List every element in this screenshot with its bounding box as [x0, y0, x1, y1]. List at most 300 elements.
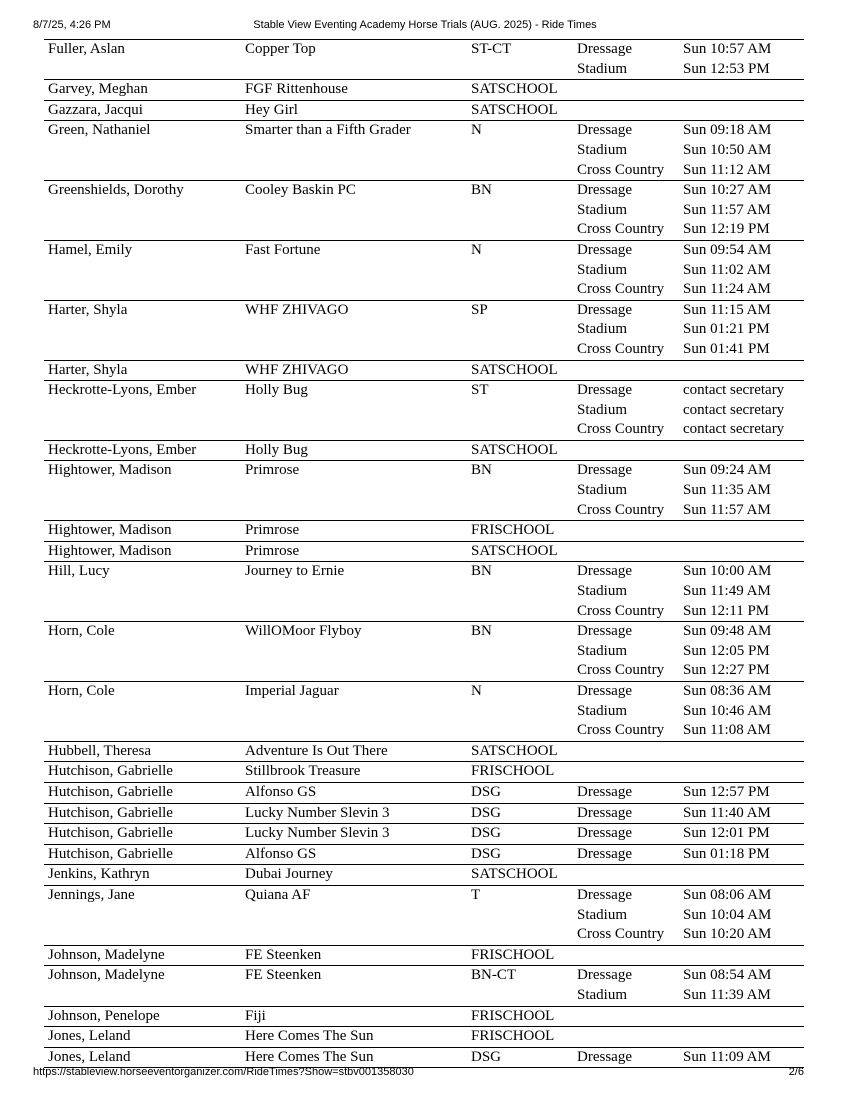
- horse-cell: [241, 40, 467, 80]
- division-cell: [467, 844, 573, 865]
- test-name: Stadium: [577, 986, 628, 1003]
- test-cell: [573, 181, 679, 241]
- table-row: [44, 966, 804, 1006]
- test-name: Stadium: [577, 261, 628, 278]
- horse-cell: [241, 741, 467, 762]
- division-cell-text: BN: [471, 182, 492, 199]
- test-cell: [573, 461, 679, 521]
- horse-cell: [241, 966, 467, 1006]
- ride-time: Sun 11:12 AM: [683, 161, 771, 178]
- rider-cell: [44, 885, 241, 945]
- table-row: [44, 562, 804, 622]
- time-cell: [679, 865, 804, 886]
- rider-cell-text: Hightower, Madison: [48, 462, 172, 479]
- time-cell: [679, 762, 804, 783]
- horse-cell-text: FE Steenken: [245, 967, 322, 984]
- time-cell: [679, 1027, 804, 1048]
- test-cell: [573, 1047, 679, 1068]
- table-row: [44, 181, 804, 241]
- ride-time: Sun 12:05 PM: [683, 642, 770, 659]
- time-cell: [679, 440, 804, 461]
- table-row: [44, 521, 804, 542]
- division-cell: [467, 865, 573, 886]
- rider-cell-text: Johnson, Madelyne: [48, 967, 165, 984]
- test-name: Cross Country: [577, 421, 665, 438]
- horse-cell-text: Here Comes The Sun: [245, 1048, 374, 1065]
- time-cell: [679, 562, 804, 622]
- horse-cell-text: FGF Rittenhouse: [245, 81, 348, 98]
- rider-cell-text: Hubbell, Theresa: [48, 742, 152, 759]
- division-cell-text: FRISCHOOL: [471, 1007, 555, 1024]
- time-cell: [679, 300, 804, 360]
- table-row: [44, 240, 804, 300]
- rider-cell: [44, 40, 241, 80]
- horse-cell-text: Alfonso GS: [245, 845, 317, 862]
- rider-cell: [44, 1027, 241, 1048]
- test-cell: [573, 1027, 679, 1048]
- ride-times-body: [44, 40, 804, 1068]
- rider-cell: [44, 682, 241, 742]
- division-cell: [467, 803, 573, 824]
- ride-time: contact secretary: [683, 421, 785, 438]
- rider-cell-text: Hutchison, Gabrielle: [48, 825, 173, 842]
- test-name: Cross Country: [577, 602, 665, 619]
- time-cell: [679, 803, 804, 824]
- division-cell: [467, 80, 573, 101]
- division-cell: [467, 240, 573, 300]
- horse-cell: [241, 121, 467, 181]
- test-name: Dressage: [577, 623, 632, 640]
- ride-time: Sun 11:57 AM: [683, 501, 771, 518]
- division-cell: [467, 622, 573, 682]
- test-cell: [573, 885, 679, 945]
- division-cell-text: FRISCHOOL: [471, 763, 555, 780]
- division-cell: [467, 40, 573, 80]
- division-cell: [467, 885, 573, 945]
- horse-cell: [241, 440, 467, 461]
- ride-time: Sun 10:46 AM: [683, 702, 772, 719]
- horse-cell: [241, 782, 467, 803]
- horse-cell-text: Imperial Jaguar: [245, 683, 339, 699]
- horse-cell-text: Dubai Journey: [245, 866, 333, 883]
- test-cell: [573, 80, 679, 101]
- division-cell-text: BN: [471, 623, 492, 640]
- horse-cell-text: Quiana AF: [245, 886, 311, 903]
- rider-cell: [44, 181, 241, 241]
- rider-cell-text: Garvey, Meghan: [48, 81, 148, 98]
- horse-cell-text: Adventure Is Out There: [245, 742, 388, 759]
- test-cell: [573, 381, 679, 441]
- table-row: [44, 360, 804, 381]
- division-cell: [467, 682, 573, 742]
- ride-time: Sun 09:24 AM: [683, 462, 772, 479]
- test-cell: [573, 100, 679, 121]
- horse-cell: [241, 682, 467, 742]
- test-name: Cross Country: [577, 722, 665, 739]
- division-cell-text: N: [471, 683, 482, 699]
- rider-cell: [44, 461, 241, 521]
- rider-cell: [44, 121, 241, 181]
- test-name: Dressage: [577, 41, 632, 57]
- ride-time: Sun 12:11 PM: [683, 602, 770, 619]
- rider-cell-text: Harter, Shyla: [48, 301, 128, 318]
- print-footer: [0, 1066, 850, 1082]
- rider-cell-text: Jennings, Jane: [48, 886, 135, 903]
- test-cell: [573, 682, 679, 742]
- table-row: [44, 824, 804, 845]
- division-cell: [467, 1047, 573, 1068]
- division-cell-text: BN: [471, 563, 492, 580]
- ride-time: Sun 12:53 PM: [683, 60, 770, 77]
- rider-cell: [44, 741, 241, 762]
- division-cell-text: N: [471, 241, 482, 258]
- ride-time: Sun 11:09 AM: [683, 1048, 771, 1065]
- table-row: [44, 622, 804, 682]
- rider-cell-text: Hamel, Emily: [48, 241, 133, 258]
- division-cell-text: FRISCHOOL: [471, 522, 555, 539]
- test-cell: [573, 521, 679, 542]
- horse-cell-text: Primrose: [245, 522, 300, 539]
- test-name: Cross Country: [577, 221, 665, 238]
- table-row: [44, 741, 804, 762]
- horse-cell: [241, 844, 467, 865]
- document-title: Stable View Eventing Academy Horse Trials (AUG. 2025) - Ride Times: [253, 19, 597, 31]
- horse-cell: [241, 885, 467, 945]
- division-cell: [467, 521, 573, 542]
- division-cell-text: SATSCHOOL: [471, 866, 558, 883]
- horse-cell: [241, 1027, 467, 1048]
- test-name: Cross Country: [577, 161, 665, 178]
- time-cell: [679, 741, 804, 762]
- ride-time: contact secretary: [683, 382, 785, 399]
- division-cell: [467, 381, 573, 441]
- test-name: Stadium: [577, 583, 628, 600]
- rider-cell: [44, 803, 241, 824]
- rider-cell: [44, 360, 241, 381]
- rider-cell: [44, 824, 241, 845]
- time-cell: [679, 181, 804, 241]
- rider-cell-text: Jones, Leland: [48, 1028, 131, 1045]
- division-cell-text: T: [471, 886, 481, 903]
- test-cell: [573, 541, 679, 562]
- division-cell-text: SATSCHOOL: [471, 361, 558, 378]
- division-cell-text: ST-CT: [471, 41, 512, 57]
- table-row: [44, 1006, 804, 1027]
- ride-time: contact secretary: [683, 401, 785, 418]
- table-row: [44, 682, 804, 742]
- division-cell-text: SP: [471, 301, 488, 318]
- time-cell: [679, 945, 804, 966]
- division-cell-text: N: [471, 122, 482, 139]
- ride-time: Sun 09:48 AM: [683, 623, 772, 640]
- test-cell: [573, 966, 679, 1006]
- horse-cell: [241, 381, 467, 441]
- horse-cell: [241, 803, 467, 824]
- ride-time: Sun 10:04 AM: [683, 906, 772, 923]
- ride-time: Sun 11:39 AM: [683, 986, 771, 1003]
- ride-time: Sun 10:00 AM: [683, 563, 772, 580]
- division-cell-text: DSG: [471, 1048, 502, 1065]
- rider-cell-text: Hightower, Madison: [48, 522, 172, 539]
- ride-time: Sun 10:27 AM: [683, 182, 772, 199]
- rider-cell-text: Heckrotte-Lyons, Ember: [48, 382, 197, 399]
- ride-time: Sun 11:49 AM: [683, 583, 771, 600]
- horse-cell-text: Lucky Number Slevin 3: [245, 804, 390, 821]
- division-cell: [467, 741, 573, 762]
- test-name: Stadium: [577, 482, 628, 499]
- rider-cell-text: Greenshields, Dorothy: [48, 182, 184, 199]
- time-cell: [679, 844, 804, 865]
- time-cell: [679, 40, 804, 80]
- test-cell: [573, 300, 679, 360]
- test-name: Stadium: [577, 642, 628, 659]
- test-name: Dressage: [577, 845, 632, 862]
- ride-time: Sun 08:36 AM: [683, 683, 772, 699]
- ride-time: Sun 12:57 PM: [683, 783, 770, 800]
- test-cell: [573, 622, 679, 682]
- horse-cell-text: Holly Bug: [245, 441, 308, 458]
- test-name: Dressage: [577, 783, 632, 800]
- rider-cell-text: Jones, Leland: [48, 1048, 131, 1065]
- table-row: [44, 803, 804, 824]
- test-name: Dressage: [577, 804, 632, 821]
- horse-cell: [241, 300, 467, 360]
- rider-cell: [44, 966, 241, 1006]
- test-name: Dressage: [577, 122, 632, 139]
- horse-cell: [241, 622, 467, 682]
- test-name: Dressage: [577, 182, 632, 199]
- ride-time: Sun 12:01 PM: [683, 825, 770, 842]
- division-cell-text: FRISCHOOL: [471, 946, 555, 963]
- test-cell: [573, 360, 679, 381]
- time-cell: [679, 1047, 804, 1068]
- test-name: Stadium: [577, 141, 628, 158]
- horse-cell-text: Hey Girl: [245, 101, 298, 118]
- test-name: Stadium: [577, 702, 628, 719]
- test-name: Stadium: [577, 321, 628, 338]
- test-name: Dressage: [577, 563, 632, 580]
- ride-time: Sun 11:08 AM: [683, 722, 771, 739]
- rider-cell-text: Hutchison, Gabrielle: [48, 845, 173, 862]
- rider-cell-text: Green, Nathaniel: [48, 122, 151, 139]
- horse-cell: [241, 824, 467, 845]
- test-cell: [573, 741, 679, 762]
- horse-cell: [241, 1047, 467, 1068]
- test-name: Cross Country: [577, 501, 665, 518]
- rider-cell: [44, 300, 241, 360]
- rider-cell: [44, 80, 241, 101]
- test-cell: [573, 562, 679, 622]
- rider-cell-text: Heckrotte-Lyons, Ember: [48, 441, 197, 458]
- test-cell: [573, 782, 679, 803]
- division-cell: [467, 945, 573, 966]
- division-cell-text: ST: [471, 382, 489, 399]
- rider-cell: [44, 782, 241, 803]
- horse-cell-text: Stillbrook Treasure: [245, 763, 361, 780]
- rider-cell: [44, 541, 241, 562]
- horse-cell-text: Primrose: [245, 462, 300, 479]
- time-cell: [679, 966, 804, 1006]
- horse-cell-text: Smarter than a Fifth Grader: [245, 122, 411, 139]
- print-datetime: 8/7/25, 4:26 PM: [33, 19, 111, 31]
- table-row: [44, 100, 804, 121]
- division-cell-text: SATSCHOOL: [471, 101, 558, 118]
- division-cell-text: FRISCHOOL: [471, 1028, 555, 1045]
- rider-cell-text: Johnson, Penelope: [48, 1007, 160, 1024]
- division-cell: [467, 562, 573, 622]
- division-cell-text: SATSCHOOL: [471, 742, 558, 759]
- division-cell-text: BN-CT: [471, 967, 516, 984]
- division-cell: [467, 121, 573, 181]
- time-cell: [679, 381, 804, 441]
- table-row: [44, 461, 804, 521]
- ride-time: Sun 10:50 AM: [683, 141, 772, 158]
- rider-cell-text: Johnson, Madelyne: [48, 946, 165, 963]
- rider-cell-text: Horn, Cole: [48, 683, 115, 699]
- rider-cell-text: Gazzara, Jacqui: [48, 101, 143, 118]
- division-cell-text: DSG: [471, 845, 502, 862]
- table-row: [44, 865, 804, 886]
- rider-cell: [44, 865, 241, 886]
- division-cell: [467, 181, 573, 241]
- test-cell: [573, 1006, 679, 1027]
- rider-cell: [44, 622, 241, 682]
- table-row: [44, 782, 804, 803]
- test-cell: [573, 803, 679, 824]
- horse-cell: [241, 100, 467, 121]
- ride-time: Sun 11:15 AM: [683, 301, 771, 318]
- ride-time: Sun 08:06 AM: [683, 886, 772, 903]
- test-name: Dressage: [577, 1048, 632, 1065]
- rider-cell-text: Jenkins, Kathryn: [48, 866, 150, 883]
- table-row: [44, 844, 804, 865]
- rider-cell: [44, 762, 241, 783]
- rider-cell: [44, 1047, 241, 1068]
- test-cell: [573, 824, 679, 845]
- rider-cell-text: Hutchison, Gabrielle: [48, 804, 173, 821]
- test-name: Dressage: [577, 301, 632, 318]
- ride-time: Sun 11:35 AM: [683, 482, 771, 499]
- division-cell-text: DSG: [471, 804, 502, 821]
- rider-cell: [44, 521, 241, 542]
- division-cell: [467, 1006, 573, 1027]
- ride-time: Sun 01:21 PM: [683, 321, 770, 338]
- ride-time: Sun 11:02 AM: [683, 261, 771, 278]
- division-cell-text: BN: [471, 462, 492, 479]
- ride-times-table: [44, 39, 804, 1068]
- page-number: 2/6: [788, 1066, 804, 1078]
- time-cell: [679, 80, 804, 101]
- test-name: Stadium: [577, 401, 628, 418]
- table-row: [44, 945, 804, 966]
- division-cell: [467, 461, 573, 521]
- horse-cell: [241, 461, 467, 521]
- ride-time: Sun 11:57 AM: [683, 201, 771, 218]
- table-row: [44, 885, 804, 945]
- ride-time: Sun 01:41 PM: [683, 340, 770, 357]
- horse-cell-text: Here Comes The Sun: [245, 1028, 374, 1045]
- table-row: [44, 762, 804, 783]
- division-cell: [467, 762, 573, 783]
- horse-cell-text: Alfonso GS: [245, 783, 317, 800]
- time-cell: [679, 824, 804, 845]
- ride-time: Sun 11:24 AM: [683, 281, 771, 298]
- ride-time: Sun 11:40 AM: [683, 804, 771, 821]
- horse-cell-text: Journey to Ernie: [245, 563, 345, 580]
- rider-cell-text: Hutchison, Gabrielle: [48, 763, 173, 780]
- horse-cell: [241, 865, 467, 886]
- page-url: https://stableview.horseeventorganizer.com/RideTimes?Show=stbv001358030: [33, 1066, 414, 1078]
- rider-cell: [44, 100, 241, 121]
- horse-cell: [241, 360, 467, 381]
- horse-cell: [241, 762, 467, 783]
- time-cell: [679, 1006, 804, 1027]
- rider-cell-text: Fuller, Aslan: [48, 41, 125, 57]
- test-name: Dressage: [577, 241, 632, 258]
- test-name: Stadium: [577, 201, 628, 218]
- table-row: [44, 300, 804, 360]
- rider-cell: [44, 945, 241, 966]
- test-cell: [573, 440, 679, 461]
- time-cell: [679, 541, 804, 562]
- horse-cell-text: Cooley Baskin PC: [245, 182, 356, 199]
- division-cell-text: SATSCHOOL: [471, 542, 558, 559]
- test-name: Stadium: [577, 906, 628, 923]
- division-cell-text: DSG: [471, 825, 502, 842]
- time-cell: [679, 100, 804, 121]
- time-cell: [679, 240, 804, 300]
- table-row: [44, 440, 804, 461]
- horse-cell: [241, 80, 467, 101]
- ride-time: Sun 10:57 AM: [683, 41, 772, 57]
- horse-cell-text: Fast Fortune: [245, 241, 321, 258]
- table-row: [44, 381, 804, 441]
- table-row: [44, 1047, 804, 1068]
- time-cell: [679, 885, 804, 945]
- horse-cell-text: Lucky Number Slevin 3: [245, 825, 390, 842]
- test-name: Dressage: [577, 825, 632, 842]
- time-cell: [679, 521, 804, 542]
- horse-cell: [241, 562, 467, 622]
- table-row: [44, 1027, 804, 1048]
- horse-cell: [241, 945, 467, 966]
- rider-cell-text: Hill, Lucy: [48, 563, 110, 580]
- horse-cell: [241, 521, 467, 542]
- ride-time: Sun 08:54 AM: [683, 967, 772, 984]
- division-cell: [467, 966, 573, 1006]
- division-cell: [467, 100, 573, 121]
- horse-cell-text: Primrose: [245, 542, 300, 559]
- division-cell: [467, 541, 573, 562]
- test-name: Cross Country: [577, 926, 665, 943]
- time-cell: [679, 782, 804, 803]
- rider-cell: [44, 1006, 241, 1027]
- rider-cell: [44, 844, 241, 865]
- test-cell: [573, 240, 679, 300]
- test-cell: [573, 945, 679, 966]
- table-row: [44, 541, 804, 562]
- test-name: Dressage: [577, 683, 632, 699]
- ride-time: Sun 09:18 AM: [683, 122, 772, 139]
- test-cell: [573, 762, 679, 783]
- horse-cell-text: FE Steenken: [245, 946, 322, 963]
- print-header: [0, 19, 850, 35]
- test-cell: [573, 865, 679, 886]
- time-cell: [679, 360, 804, 381]
- ride-time: Sun 10:20 AM: [683, 926, 772, 943]
- horse-cell: [241, 181, 467, 241]
- division-cell: [467, 782, 573, 803]
